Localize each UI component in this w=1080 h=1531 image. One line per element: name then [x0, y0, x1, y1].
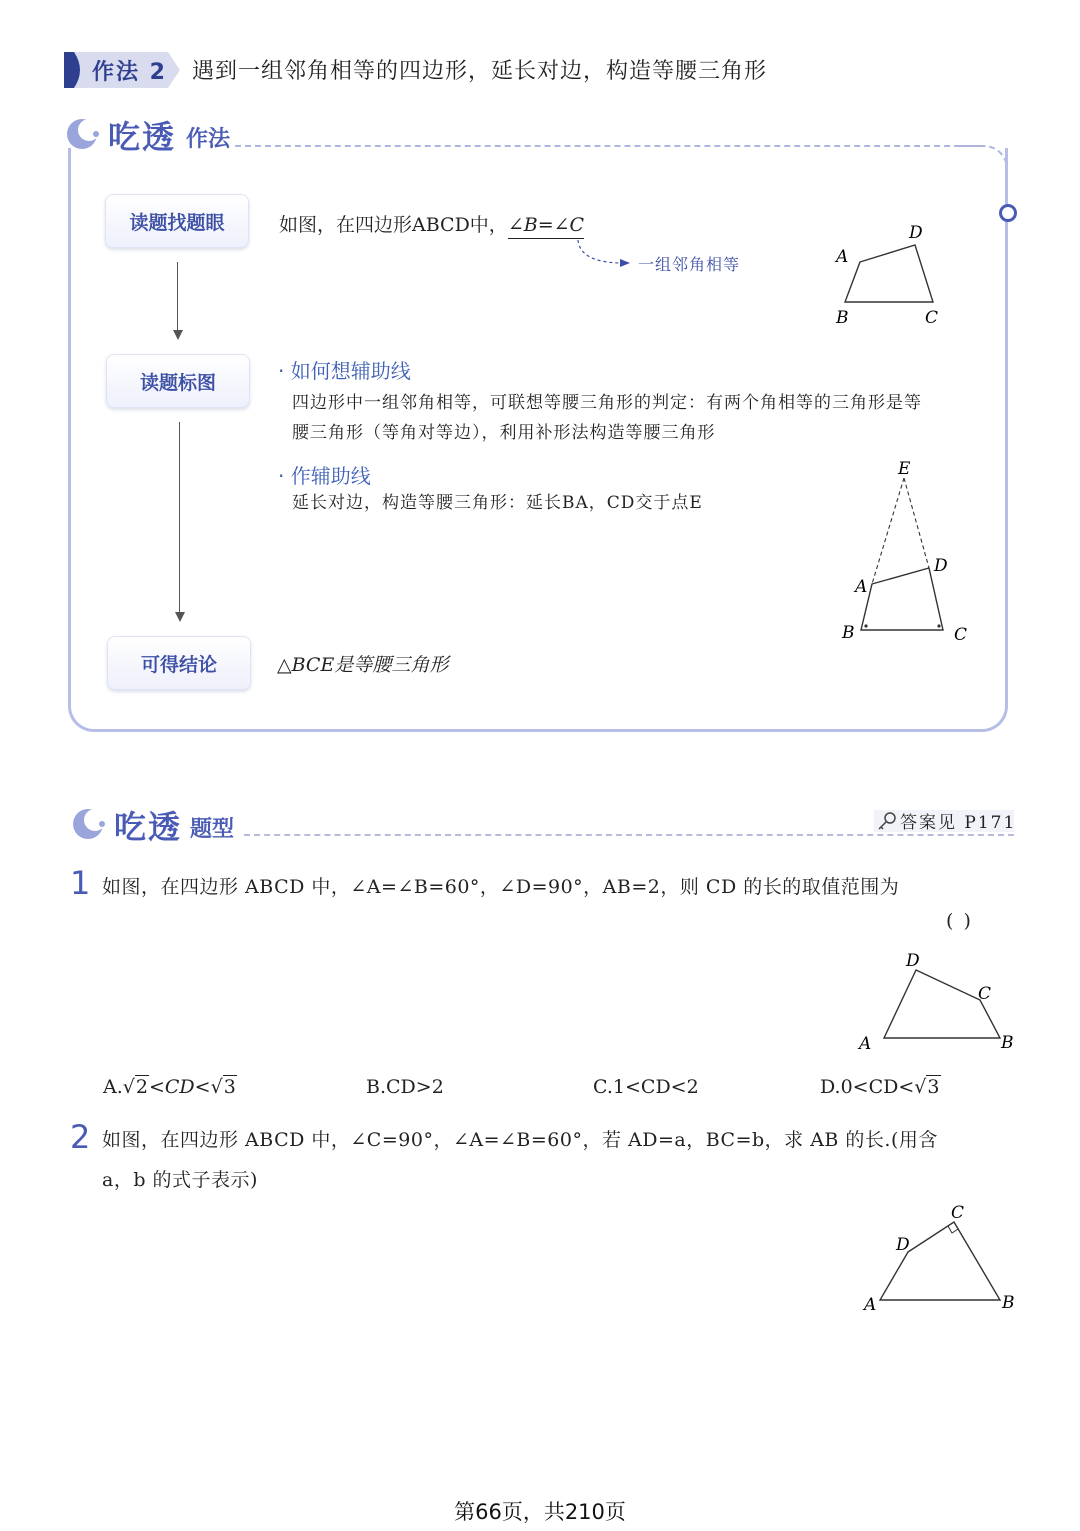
q1-option-a[interactable]: A.√2<CD<√3	[103, 1076, 236, 1098]
svg-text:C: C	[978, 984, 992, 1004]
annotation-text: 一组邻角相等	[638, 255, 741, 274]
q2-line2: a，b 的式子表示)	[102, 1169, 258, 1191]
arrow-line-2	[179, 422, 180, 614]
section-title-sub: 作法	[186, 127, 231, 152]
svg-text:E: E	[898, 459, 911, 479]
arrow-line-1	[177, 262, 178, 332]
q1-answer-bracket: ( )	[946, 910, 973, 932]
svg-text:D: D	[909, 223, 923, 243]
svg-text:A: A	[836, 247, 849, 267]
step1-text: 如图，在四边形ABCD中，∠B=∠C	[279, 210, 584, 237]
svg-text:A: A	[864, 1295, 877, 1315]
section2-title-sub: 题型	[190, 817, 235, 842]
q1-option-b[interactable]: B.CD>2	[366, 1076, 444, 1098]
section2-title-main: 吃透	[114, 808, 183, 846]
bullet1-title: · 如何想辅助线	[278, 359, 411, 383]
step-mark-figure: 读题标图	[106, 354, 250, 408]
page-number: 第66页，共210页	[454, 1500, 626, 1524]
svg-text:B: B	[1001, 1033, 1014, 1053]
svg-text:D: D	[934, 556, 948, 576]
step1-condition: ∠B=∠C	[508, 214, 584, 239]
method-label: 作法 2	[92, 60, 167, 85]
conclusion-text: △BCE是等腰三角形	[277, 654, 449, 676]
bullet1-line2: 腰三角形（等角对等边），利用补形法构造等腰三角形	[292, 423, 716, 443]
bullet2-text: 延长对边，构造等腰三角形：延长BA，CD交于点E	[292, 493, 703, 513]
section2-divider	[244, 834, 1014, 836]
step-find-key: 读题找题眼	[105, 194, 249, 248]
svg-text:B: B	[836, 308, 849, 328]
svg-text:D: D	[896, 1235, 910, 1255]
q1-number: 1	[70, 864, 91, 902]
box-dashed-top	[235, 145, 980, 147]
svg-text:C: C	[954, 625, 968, 645]
bullet2-title: · 作辅助线	[278, 464, 371, 488]
step-conclusion: 可得结论	[107, 636, 251, 690]
svg-text:A: A	[859, 1034, 872, 1054]
annotation-arrow	[570, 238, 640, 270]
q2-number: 2	[70, 1118, 91, 1156]
moon-icon-2	[70, 806, 106, 842]
answer-ref: 答案见 P171	[900, 813, 1017, 833]
q1-option-d[interactable]: D.0<CD<√3	[820, 1076, 940, 1098]
q2-figure	[858, 1200, 1022, 1316]
svg-text:B: B	[842, 623, 855, 643]
bullet1-line1: 四边形中一组邻角相等，可联想等腰三角形的判定：有两个角相等的三角形是等	[292, 393, 922, 413]
svg-text:C: C	[951, 1203, 965, 1223]
svg-text:A: A	[855, 577, 868, 597]
page-title: 遇到一组邻角相等的四边形，延长对边，构造等腰三角形	[192, 59, 768, 84]
figure-extended-triangle	[836, 456, 976, 648]
figure-quadrilateral-abcd	[826, 218, 956, 330]
svg-text:D: D	[906, 951, 920, 971]
key-icon	[876, 810, 898, 832]
q1-text: 如图，在四边形 ABCD 中，∠A=∠B=60°，∠D=90°，AB=2，则 CD 的长的取值范围为	[102, 876, 900, 898]
q1-figure	[852, 948, 1022, 1056]
ring-marker	[999, 204, 1017, 222]
q2-line1: 如图，在四边形 ABCD 中，∠C=90°，∠A=∠B=60°，若 AD=a，BC=b，求 AB 的长.(用含	[102, 1129, 938, 1151]
moon-icon	[64, 116, 100, 152]
arrow-head-1	[173, 330, 183, 340]
svg-text:B: B	[1002, 1293, 1015, 1313]
section-title-main: 吃透	[108, 118, 177, 156]
q1-option-c[interactable]: C.1<CD<2	[593, 1076, 699, 1098]
arrow-head-2	[175, 612, 185, 622]
svg-text:C: C	[925, 308, 939, 328]
